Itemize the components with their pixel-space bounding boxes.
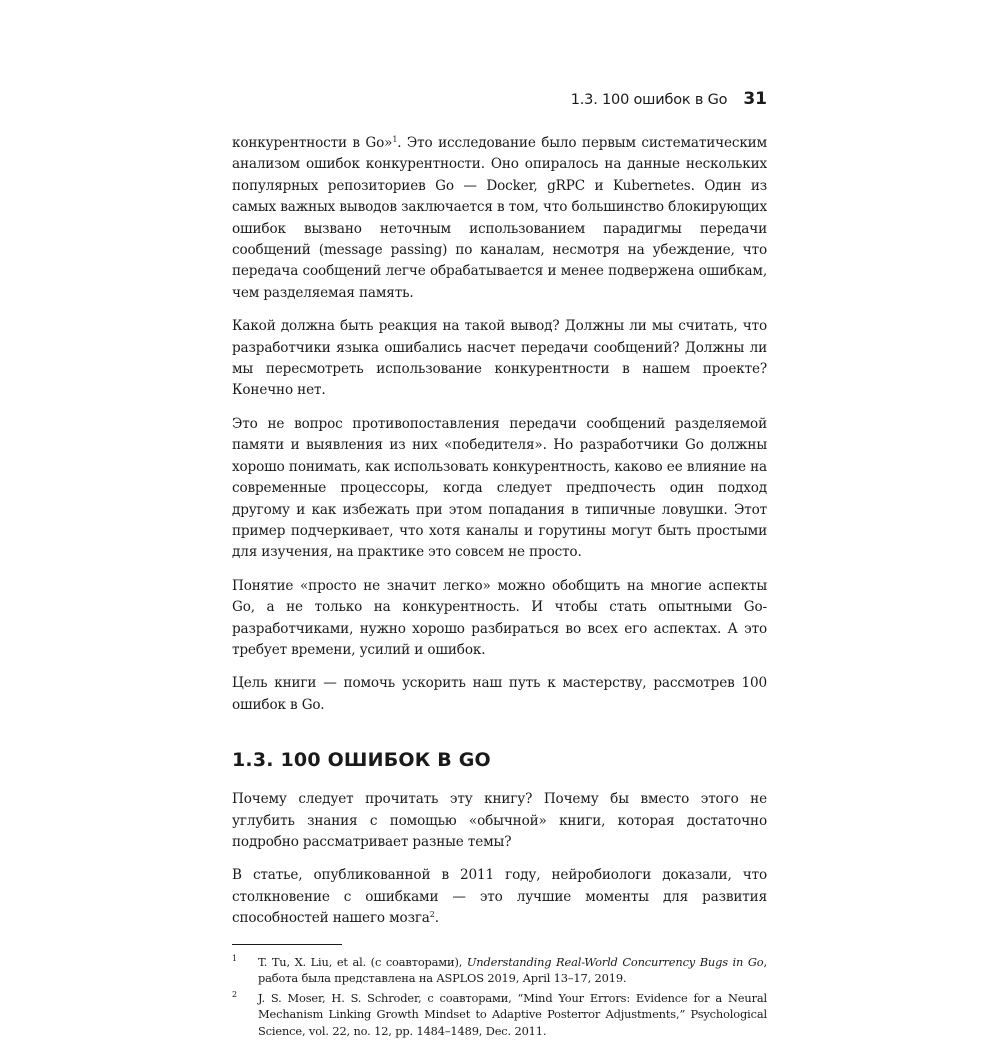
paragraph: Это не вопрос противопоставления передачи сообщений разделяемой памяти и выявления из них «победителя». Но разработчики Go должны хорошо понимать, как использовать конкурентность, каково ее влияние на современные процессоры, когда следует предпочесть один подход другому и как избежать при этом попадания в типичные ловушки. Этот пример подчеркивает, что хотя каналы и горутины могут быть простыми для изучения, на практике это совсем не просто. (232, 415, 767, 561)
footnote-text: , работа была представлена на ASPLOS 2019, April 13–17, 2019. (258, 954, 768, 986)
footnote-ref: 1 (392, 135, 398, 144)
paragraph-text: . Это исследование было первым систематическим анализом ошибок конкурентности. Оно опиралось на данные нескольких популярных репозиториев Go — Docker, gRPC и Kubernetes. Один из самых важных выводов заключается в том, что большинство блокирующих ошибок вызвано неточным использованием парадигмы передачи сообщений (message passing) по каналам, несмотря на убеждение, что передача сообщений легче обрабатывается и менее подвержена ошибкам, чем разделяемая память. (232, 135, 768, 301)
footnote-text: J. S. Moser, H. S. Schroder, с соавторами, “Mind Your Errors: Evidence for a Neural Mechanism Linking Growth Mindset to Adaptive Posterror Adjustments,” Psychological Science, vol. 22, no. 12, pp. 1484–1489, Dec. 2011. (258, 990, 767, 1038)
paragraph: Цель книги — помочь ускорить наш путь к мастерству, рассмотрев 100 ошибок в Go. (232, 675, 767, 713)
paragraph-text: . (434, 910, 439, 927)
paragraph (232, 133, 767, 304)
footnote (232, 990, 767, 1040)
paragraph-text: В статье, опубликованной в 2011 году, нейробиологи доказали, что столкновение с ошибками — это лучшие моменты для развития способностей нашего мозга (232, 867, 767, 927)
footnote-text: T. Tu, X. Liu, et al. (с соавторами), (258, 954, 467, 969)
footnote (232, 954, 767, 987)
running-title: 1.3. 100 ошибок в Go (570, 92, 728, 108)
main-text (232, 133, 767, 1042)
paragraph: Понятие «просто не значит легко» можно обобщить на многие аспекты Go, а не только на конкурентность. И чтобы стать опытными Go-разработчиками, нужно хорошо разбираться во всех его аспектах. А это требует времени, усилий и ошибок. (232, 577, 767, 658)
footnote-mark: 1 (232, 953, 237, 963)
footnote-divider (232, 944, 342, 945)
running-head (232, 88, 767, 111)
footnote-title: Understanding Real-World Concurrency Bugs in Go (466, 954, 764, 969)
paragraph: Почему следует прочитать эту книгу? Почему бы вместо этого не углубить знания с помощью «обычной» книги, которая достаточно подробно рассматривает разные темы? (232, 791, 767, 850)
footnotes (232, 954, 767, 1040)
page-number: 31 (743, 89, 767, 109)
section-heading: 1.3. 100 ОШИБОК В GO (232, 749, 491, 772)
paragraph (232, 865, 767, 929)
paragraph: Какой должна быть реакция на такой вывод? Должны ли мы считать, что разработчики языка ошибались насчет передачи сообщений? Должны ли мы пересмотреть использование конкурентности в нашем проекте? Конечно нет. (232, 318, 767, 399)
footnote-mark: 2 (232, 989, 237, 999)
footnote-ref: 2 (429, 910, 435, 920)
paragraph-text: конкурентности в Go» (232, 135, 393, 151)
